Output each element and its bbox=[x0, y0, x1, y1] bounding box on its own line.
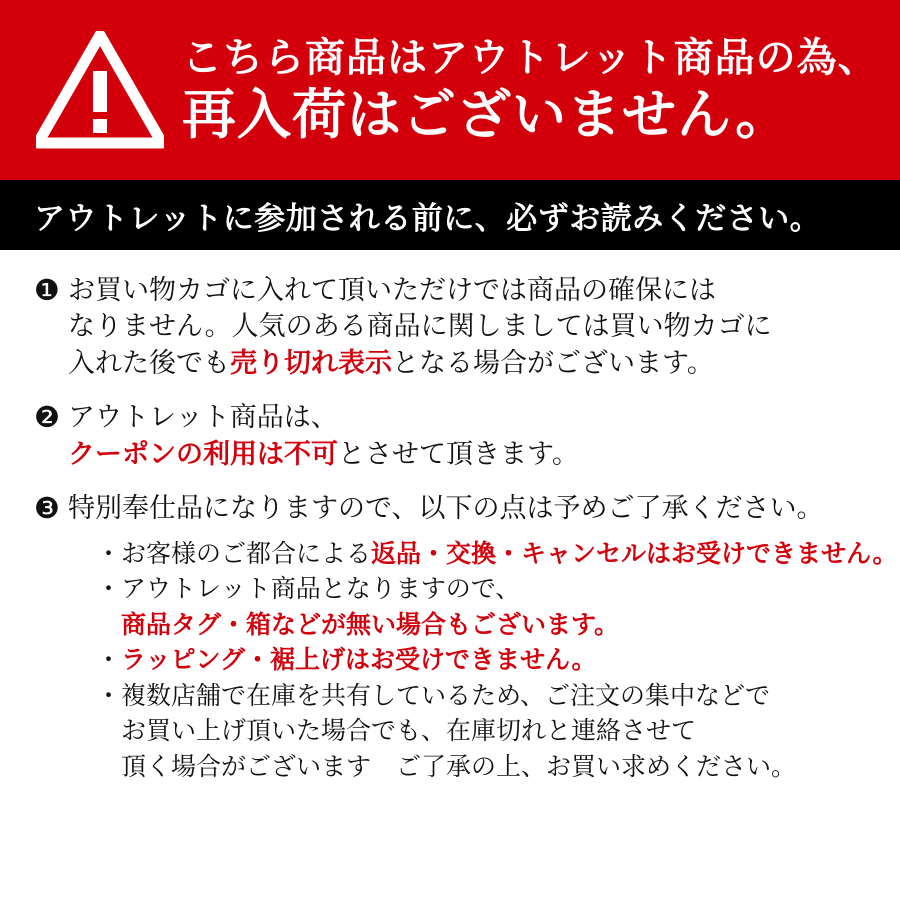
notice-item-2-line-1 bbox=[68, 399, 870, 435]
text-run: ・アウトレット商品となりますので、 bbox=[96, 575, 521, 604]
text-run: アウトレット商品は、 bbox=[68, 402, 338, 433]
text-run: ・お客様のご都合による bbox=[96, 539, 372, 568]
sub-item-tag-box bbox=[96, 572, 898, 643]
text-run: ・複数店舗で在庫を共有しているため、ご注文の集中などで bbox=[96, 681, 771, 710]
text-run: 特別奉仕品になりますので、以下の点は予めご了承ください。 bbox=[68, 493, 824, 524]
notice-item-1-number: ❶ bbox=[34, 275, 60, 307]
banner-line-1: こちら商品はアウトレット商品の為、 bbox=[182, 35, 879, 80]
notice-item-3-body bbox=[68, 490, 898, 785]
sub-item-return bbox=[96, 537, 898, 573]
notice-item-3-line-1 bbox=[68, 490, 898, 526]
notice-item-1-line-1 bbox=[68, 272, 870, 308]
notice-item-1-line-2 bbox=[68, 308, 870, 344]
banner-text-block bbox=[182, 37, 879, 144]
highlight-no-wrapping: ラッピング・裾上げはお受けできません。 bbox=[121, 646, 597, 675]
notice-item-3-number: ❸ bbox=[34, 493, 60, 526]
notice-list bbox=[0, 250, 900, 785]
highlight-sold-out: 売り切れ表示 bbox=[230, 347, 392, 378]
warning-banner bbox=[0, 0, 900, 180]
highlight-no-return: 返品・交換・キャンセルはお受けできません。 bbox=[371, 539, 898, 568]
sub-item-stock-shared bbox=[96, 679, 898, 786]
notice-item-2-body bbox=[68, 399, 870, 472]
notice-item-3-sublist bbox=[96, 537, 898, 786]
text-run bbox=[96, 611, 121, 639]
text-run: 頂く場合がございます ご了承の上、お買い求めください。 bbox=[96, 752, 797, 781]
banner-line-2: 再入荷はございません。 bbox=[182, 84, 791, 145]
sub-item-wrapping-line-1 bbox=[96, 643, 898, 679]
sub-item-tag-box-line-2 bbox=[96, 608, 898, 644]
sub-item-tag-box-line-1 bbox=[96, 572, 898, 608]
highlight-no-tag: 商品タグ・箱などが無い場合もございます。 bbox=[121, 610, 620, 639]
notice-item-2-line-2 bbox=[68, 436, 870, 472]
notice-item-1 bbox=[34, 272, 870, 381]
sub-item-stock-shared-line-2 bbox=[96, 714, 898, 750]
text-run: なりません。人気のある商品に関しましては買い物カゴに bbox=[68, 311, 772, 342]
read-before-strip-text: アウトレットに参加される前に、必ずお読みください。 bbox=[34, 200, 822, 236]
text-run: とさせて頂きます。 bbox=[338, 438, 579, 469]
notice-item-2-number: ❷ bbox=[34, 402, 60, 435]
text-run: お買い上げ頂いた場合でも、在庫切れと連絡させて bbox=[96, 717, 697, 746]
sub-item-stock-shared-line-3 bbox=[96, 750, 898, 786]
highlight-no-coupon: クーポンの利用は不可 bbox=[68, 438, 338, 469]
warning-triangle-icon bbox=[36, 31, 164, 149]
text-run: ・ bbox=[96, 646, 122, 675]
sub-item-stock-shared-line-1 bbox=[96, 679, 898, 715]
text-run: お買い物カゴに入れて頂いただけでは商品の確保には bbox=[68, 275, 716, 305]
notice-item-2 bbox=[34, 399, 870, 472]
read-before-strip bbox=[0, 180, 900, 250]
sub-item-return-line-1 bbox=[96, 537, 898, 573]
notice-item-3 bbox=[34, 490, 898, 785]
text-run: 入れた後でも bbox=[68, 347, 230, 378]
notice-item-1-line-3 bbox=[68, 345, 870, 381]
sub-item-wrapping bbox=[96, 643, 898, 679]
text-run: となる場合がございます。 bbox=[392, 347, 714, 378]
notice-item-1-body bbox=[68, 272, 870, 381]
